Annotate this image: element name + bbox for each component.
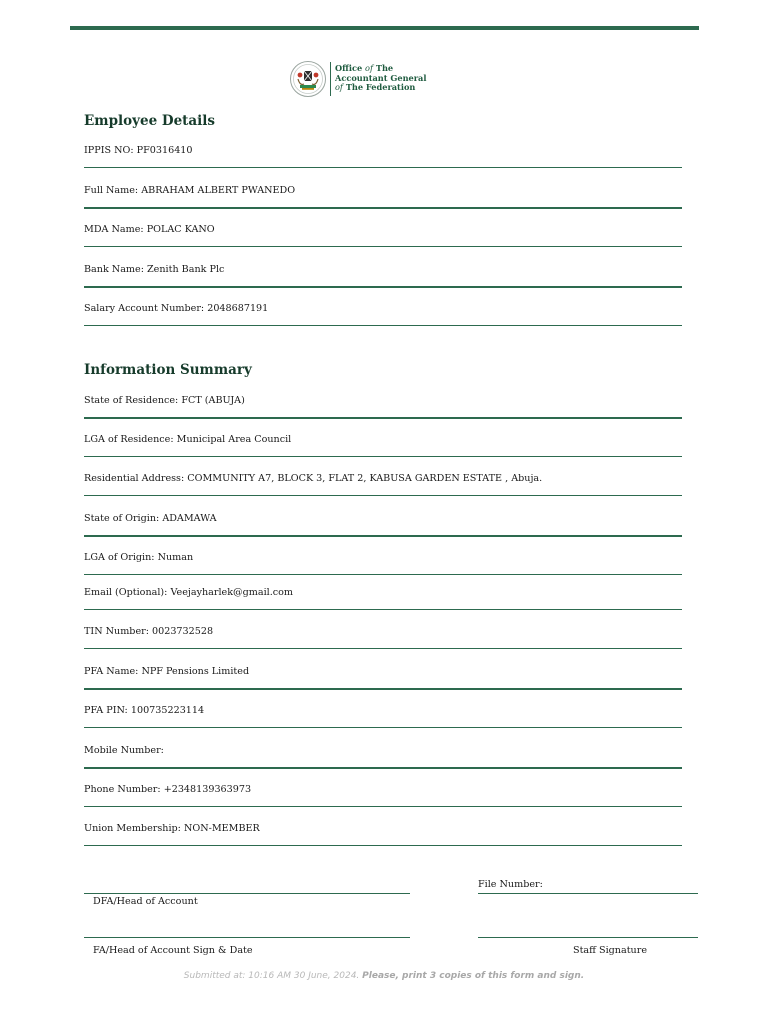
field-mda-name: MDA Name: POLAC KANO	[84, 224, 682, 247]
field-state-of-residence: State of Residence: FCT (ABUJA)	[84, 395, 682, 419]
field-full-name: Full Name: ABRAHAM ALBERT PWANEDO	[84, 185, 682, 209]
field-phone-number: Phone Number: +2348139363973	[84, 784, 682, 807]
logo-divider	[330, 62, 331, 96]
fa-head-sign-label: FA/Head of Account Sign & Date	[93, 945, 253, 956]
field-mobile-number: Mobile Number:	[84, 745, 682, 769]
field-tin-number: TIN Number: 0023732528	[84, 626, 682, 649]
field-state-of-origin: State of Origin: ADAMAWA	[84, 513, 682, 537]
fa-head-sign-line	[84, 937, 410, 938]
field-lga-of-residence: LGA of Residence: Municipal Area Council	[84, 434, 682, 457]
field-salary-account-number: Salary Account Number: 2048687191	[84, 303, 682, 326]
staff-signature-line	[478, 937, 698, 938]
office-name: Office of The Accountant General of The Federation	[335, 63, 427, 93]
field-residential-address: Residential Address: COMMUNITY A7, BLOCK 3, FLAT 2, KABUSA GARDEN ESTATE , Abuja.	[84, 473, 682, 496]
field-lga-of-origin: LGA of Origin: Numan	[84, 552, 682, 575]
field-pfa-name: PFA Name: NPF Pensions Limited	[84, 666, 682, 690]
dfa-signature-line	[84, 893, 410, 894]
file-number-line	[478, 893, 698, 894]
file-number-label: File Number:	[478, 879, 543, 890]
top-accent-bar	[70, 26, 699, 30]
field-pfa-pin: PFA PIN: 100735223114	[84, 705, 682, 728]
submission-footer: Submitted at: 10:16 AM 30 June, 2024. Please, print 3 copies of this form and sign.	[183, 971, 585, 981]
field-union-membership: Union Membership: NON-MEMBER	[84, 823, 682, 846]
staff-signature-label: Staff Signature	[573, 945, 647, 956]
employee-details-heading: Employee Details	[84, 113, 216, 129]
field-bank-name: Bank Name: Zenith Bank Plc	[84, 264, 682, 288]
oagf-logo	[288, 60, 428, 98]
coat-of-arms-icon	[288, 60, 328, 98]
dfa-head-label: DFA/Head of Account	[93, 896, 198, 907]
information-summary-heading: Information Summary	[84, 362, 252, 378]
field-ippis-no: IPPIS NO: PF0316410	[84, 145, 682, 168]
field-email: Email (Optional): Veejayharlek@gmail.com	[84, 587, 682, 610]
